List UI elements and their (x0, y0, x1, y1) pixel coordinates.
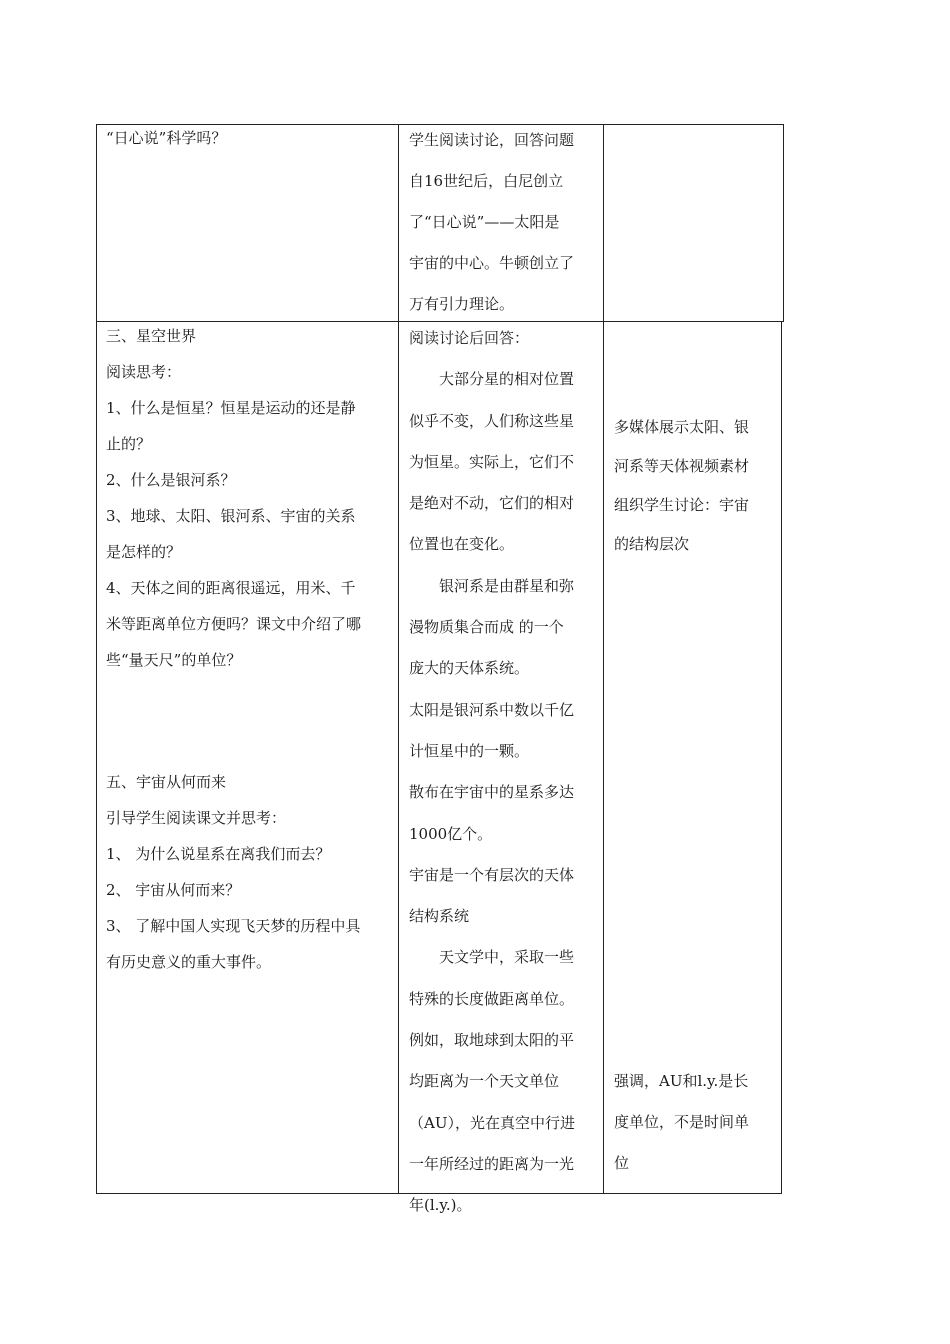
text-line: 万有引力理论。 (409, 295, 515, 313)
text-line: 五、宇宙从何而来 (106, 773, 227, 791)
text-line: 河系等天体视频素材 (614, 457, 750, 475)
row2-col3-emphasis (614, 1061, 749, 1184)
text-line: 大部分星的相对位置 (439, 370, 575, 389)
text-line: 例如，取地球到太阳的平 (409, 1031, 575, 1050)
text-line: 阅读讨论后回答： (409, 329, 530, 347)
text-line: 了“日心说”——太阳是 (409, 213, 560, 231)
text-line: 宇宙是一个有层次的天体 (409, 865, 575, 884)
text-line: 1000亿个。 (409, 824, 493, 843)
table-border-right-row1 (783, 124, 784, 322)
text-line: （AU），光在真空中行进 (409, 1113, 575, 1132)
text-line: 均距离为一个天文单位 (409, 1072, 560, 1091)
text-line: 庞大的天体系统。 (409, 659, 530, 678)
text-line: 学生阅读讨论，回答问题 (409, 131, 575, 149)
text-line: 4、天体之间的距离很遥远，用米、千 (106, 579, 356, 597)
text-line: 为恒星。实际上，它们不 (409, 452, 575, 471)
text-line: 位 (614, 1154, 630, 1172)
text-line: 1、什么是恒星？恒星是运动的还是静 (106, 399, 356, 417)
text-line: 天文学中，采取一些 (439, 948, 575, 967)
row2-col2 (409, 318, 575, 1227)
text-line: 年(l.y.)。 (409, 1196, 472, 1215)
row2-col3-multimedia (614, 408, 749, 564)
text-line: 些“量天尺”的单位？ (106, 651, 242, 669)
column-divider-1 (398, 124, 399, 1194)
text-line: 止的？ (106, 435, 152, 453)
text-line: 是绝对不动，它们的相对 (409, 494, 575, 513)
row2-col1-section5 (106, 764, 360, 980)
text-line: 组织学生讨论：宇宙 (614, 496, 750, 514)
text-line: 有历史意义的重大事件。 (106, 953, 272, 971)
text-line: 宇宙的中心。牛顿创立了 (409, 254, 575, 272)
column-divider-2 (603, 124, 604, 1194)
text-line: 特殊的长度做距离单位。 (409, 989, 575, 1008)
text-line: 漫物质集合而成 的一个 (409, 618, 564, 637)
text-line: 结构系统 (409, 907, 470, 926)
text-line: 似乎不变，人们称这些星 (409, 411, 575, 430)
text-line: 阅读思考： (106, 363, 182, 381)
text-line: 强调，AU和l.y.是长 (614, 1072, 749, 1090)
text-line: 1、 为什么说星系在离我们而去？ (106, 845, 331, 863)
text-line: 3、地球、太阳、银河系、宇宙的关系 (106, 507, 356, 525)
row2-col1-section3 (106, 318, 361, 678)
table-border-left (96, 124, 97, 1194)
text-line: 度单位，不是时间单 (614, 1113, 750, 1131)
text-line: 是怎样的？ (106, 543, 182, 561)
text-line: 散布在宇宙中的星系多达 (409, 783, 575, 802)
text-line: 2、 宇宙从何而来？ (106, 881, 241, 899)
text-line: 引导学生阅读课文并思考： (106, 809, 287, 827)
text-line: 的结构层次 (614, 535, 690, 553)
text-line: 自16世纪后，白尼创立 (409, 172, 564, 190)
text-line: 位置也在变化。 (409, 535, 515, 554)
text-line: 米等距离单位方便吗？课文中介绍了哪 (106, 615, 362, 633)
text-line: 3、 了解中国人实现飞天梦的历程中具 (106, 917, 361, 935)
text-line: 三、星空世界 (106, 327, 197, 345)
table-border-right-row2 (781, 321, 782, 1194)
text-line: 计恒星中的一颗。 (409, 741, 530, 760)
text-line: 一年所经过的距离为一光 (409, 1154, 575, 1173)
text-line: 银河系是由群星和弥 (439, 576, 575, 595)
row1-col2 (409, 120, 574, 325)
text-line: 太阳是银河系中数以千亿 (409, 700, 575, 719)
text-line: “日心说”科学吗？ (106, 129, 227, 147)
text-line: 2、什么是银河系？ (106, 471, 236, 489)
text-line: 多媒体展示太阳、银 (614, 418, 750, 436)
row1-col1 (106, 120, 226, 156)
